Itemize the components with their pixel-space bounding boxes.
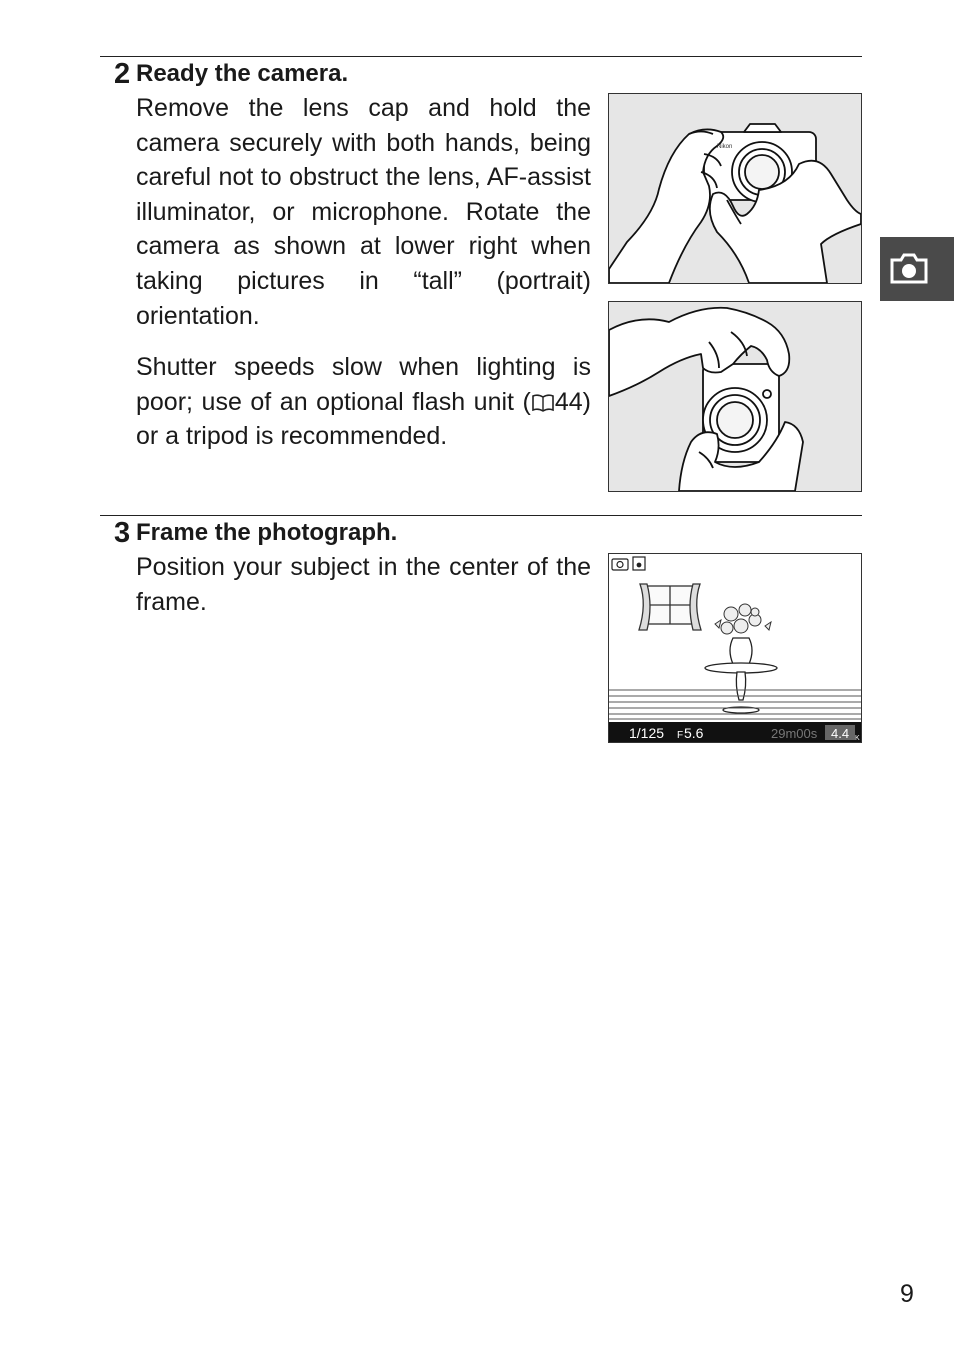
exposure-count-readout: 4.4 [831, 726, 850, 741]
book-reference-icon [531, 393, 555, 413]
recording-time-readout: 29m00s [771, 726, 818, 741]
camera-brand-label: Nikon [717, 144, 733, 150]
step-number: 2 [114, 58, 130, 90]
aperture-prefix: F [677, 730, 684, 741]
shooting-mode-icon [612, 557, 645, 570]
step-paragraph: Position your subject in the center of the frame. [136, 553, 591, 616]
aperture-readout: 5.6 [684, 725, 704, 741]
landscape-grip-illustration [608, 93, 862, 284]
paragraph-text: Shutter speeds slow when lighting is poor; use of an optional flash unit ( [136, 353, 591, 416]
paragraph-text: 44) or a tripod is recommended. [136, 387, 591, 451]
page-number: 9 [900, 1280, 914, 1308]
step-paragraph [136, 350, 591, 454]
shooting-section-tab [880, 237, 954, 301]
step-title: Frame the photograph. [136, 519, 398, 546]
step-number: 3 [114, 517, 130, 549]
camera-icon [889, 252, 929, 286]
portrait-grip-illustration [608, 301, 862, 492]
step-title: Ready the camera. [136, 60, 349, 87]
section-divider-top [100, 56, 862, 57]
shutter-speed-readout: 1/125 [629, 725, 665, 741]
section-divider [100, 515, 862, 516]
exposure-unit: K [855, 735, 860, 742]
lcd-preview-illustration [608, 553, 862, 743]
step-paragraph: Remove the lens cap and hold the camera securely with both hands, being careful not to obstruct the lens, AF-assist illuminator, or microphone. Rotate the camera as shown at lower right when taking pictures in “tall” (portrait) orientation. [136, 94, 591, 330]
